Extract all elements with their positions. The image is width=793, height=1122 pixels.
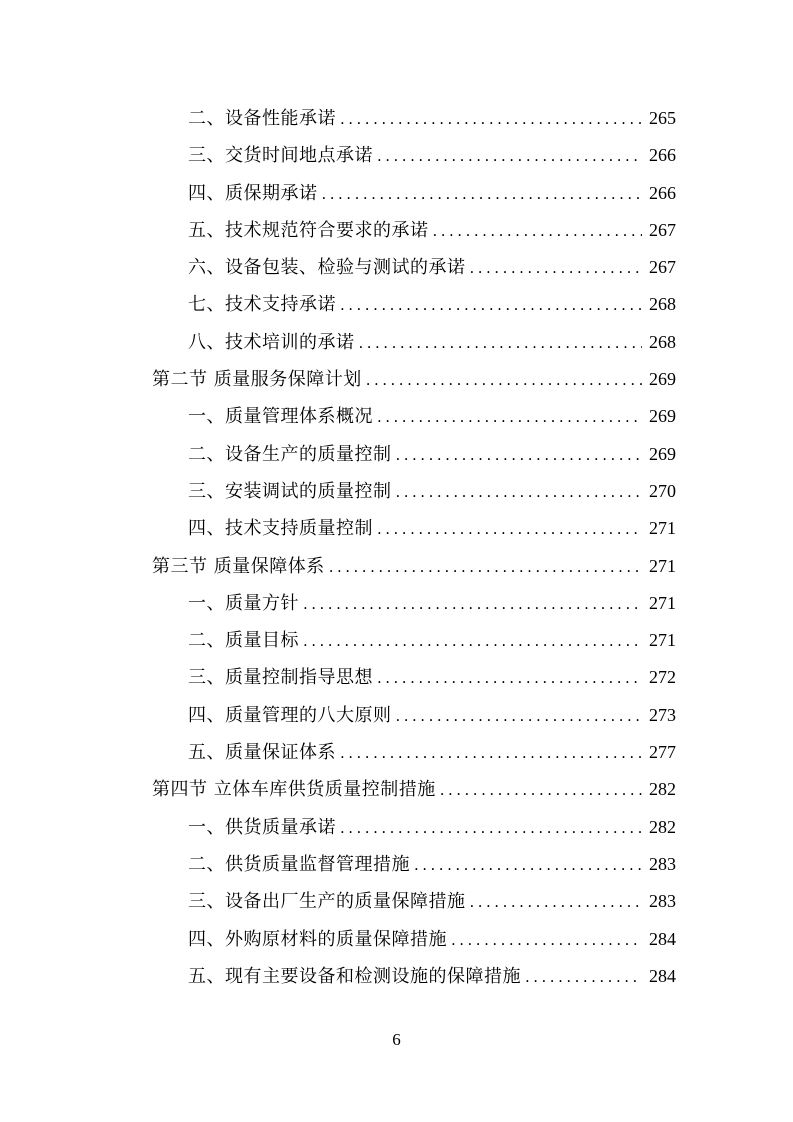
toc-dot-leader: [373, 138, 642, 175]
toc-dot-leader: [325, 549, 642, 586]
toc-entry-title: 七、技术支持承诺: [188, 294, 336, 316]
toc-entry-page: 282: [649, 816, 676, 837]
toc-entry-page: 268: [649, 331, 676, 352]
table-of-contents: [152, 100, 676, 995]
toc-dot-leader: [373, 511, 642, 548]
toc-entry[interactable]: [152, 809, 676, 846]
toc-entry-page: 270: [649, 480, 676, 501]
toc-entry-page: 268: [649, 294, 676, 315]
toc-entry-page: 267: [649, 219, 676, 240]
toc-entry-title: 一、质量管理体系概况: [188, 406, 373, 428]
toc-entry-page: 271: [649, 630, 676, 651]
toc-entry-title: 三、安装调试的质量控制: [188, 480, 392, 502]
toc-entry-title: 四、技术支持质量控制: [188, 518, 373, 540]
toc-entry-title: 八、技术培训的承诺: [188, 331, 355, 353]
toc-entry[interactable]: [152, 436, 676, 473]
toc-entry-page: 273: [649, 704, 676, 725]
toc-dot-leader: [373, 399, 642, 436]
toc-entry[interactable]: [152, 697, 676, 734]
toc-entry[interactable]: [152, 921, 676, 958]
toc-entry-title: 四、外购原材料的质量保障措施: [188, 928, 447, 950]
toc-entry-title: 二、质量目标: [188, 630, 299, 652]
toc-entry-title: 二、供货质量监督管理措施: [188, 853, 410, 875]
toc-dot-leader: [336, 810, 642, 847]
toc-entry-page: 269: [649, 369, 676, 390]
toc-entry-page: 267: [649, 257, 676, 278]
toc-dot-leader: [466, 250, 643, 287]
toc-section-entry[interactable]: [152, 361, 676, 398]
toc-dot-leader: [362, 362, 642, 399]
toc-entry-title: 四、质量管理的八大原则: [188, 704, 392, 726]
toc-entry-page: 283: [649, 853, 676, 874]
toc-section-title: 第三节 质量保障体系: [152, 555, 325, 577]
toc-dot-leader: [521, 959, 642, 996]
toc-entry[interactable]: [152, 212, 676, 249]
toc-entry-title: 五、现有主要设备和检测设施的保障措施: [188, 965, 521, 987]
toc-entry[interactable]: [152, 846, 676, 883]
toc-dot-leader: [299, 623, 642, 660]
toc-entry[interactable]: [152, 398, 676, 435]
toc-entry[interactable]: [152, 324, 676, 361]
toc-entry-title: 五、技术规范符合要求的承诺: [188, 219, 429, 241]
toc-entry[interactable]: [152, 249, 676, 286]
toc-entry-title: 三、设备出厂生产的质量保障措施: [188, 891, 466, 913]
toc-entry-page: 272: [649, 667, 676, 688]
toc-entry[interactable]: [152, 585, 676, 622]
toc-dot-leader: [447, 922, 642, 959]
toc-entry-title: 六、设备包装、检验与测试的承诺: [188, 257, 466, 279]
toc-entry-title: 五、质量保证体系: [188, 742, 336, 764]
toc-entry-title: 三、质量控制指导思想: [188, 667, 373, 689]
toc-entry-title: 二、设备生产的质量控制: [188, 443, 392, 465]
toc-entry-page: 282: [649, 779, 676, 800]
toc-entry-page: 266: [649, 145, 676, 166]
page-number: 6: [392, 1030, 401, 1049]
toc-entry[interactable]: [152, 659, 676, 696]
toc-entry-title: 二、设备性能承诺: [188, 108, 336, 129]
toc-section-title: 第二节 质量服务保障计划: [152, 369, 362, 391]
toc-entry-page: 271: [649, 555, 676, 576]
toc-entry[interactable]: [152, 137, 676, 174]
toc-entry-title: 一、供货质量承诺: [188, 816, 336, 838]
toc-entry-page: 269: [649, 406, 676, 427]
toc-dot-leader: [336, 101, 642, 138]
toc-entry[interactable]: [152, 734, 676, 771]
toc-dot-leader: [392, 437, 643, 474]
toc-section-entry[interactable]: [152, 548, 676, 585]
toc-entry-page: 271: [649, 592, 676, 613]
toc-entry[interactable]: [152, 958, 676, 995]
toc-dot-leader: [373, 660, 642, 697]
toc-dot-leader: [436, 772, 642, 809]
toc-section-title: 第四节 立体车库供货质量控制措施: [152, 779, 436, 801]
toc-entry-page: 283: [649, 891, 676, 912]
toc-dot-leader: [299, 586, 642, 623]
toc-dot-leader: [392, 698, 643, 735]
toc-entry-page: 277: [649, 742, 676, 763]
toc-entry-page: 266: [649, 182, 676, 203]
toc-entry-page: 284: [649, 965, 676, 986]
toc-entry[interactable]: [152, 100, 676, 137]
toc-entry-page: 284: [649, 928, 676, 949]
toc-entry-title: 四、质保期承诺: [188, 182, 318, 204]
toc-entry[interactable]: [152, 510, 676, 547]
toc-dot-leader: [355, 325, 643, 362]
toc-entry[interactable]: [152, 175, 676, 212]
toc-dot-leader: [336, 735, 642, 772]
toc-entry-page: 271: [649, 518, 676, 539]
toc-dot-leader: [410, 847, 642, 884]
toc-entry[interactable]: [152, 883, 676, 920]
toc-entry-title: 一、质量方针: [188, 592, 299, 614]
toc-entry-page: 269: [649, 443, 676, 464]
toc-dot-leader: [336, 287, 642, 324]
toc-entry-page: 265: [649, 108, 676, 128]
toc-dot-leader: [392, 474, 643, 511]
toc-entry[interactable]: [152, 622, 676, 659]
toc-entry[interactable]: [152, 473, 676, 510]
toc-entry[interactable]: [152, 286, 676, 323]
toc-section-entry[interactable]: [152, 771, 676, 808]
toc-entry-title: 三、交货时间地点承诺: [188, 145, 373, 167]
toc-dot-leader: [466, 884, 643, 921]
toc-dot-leader: [429, 213, 643, 250]
toc-dot-leader: [318, 176, 643, 213]
